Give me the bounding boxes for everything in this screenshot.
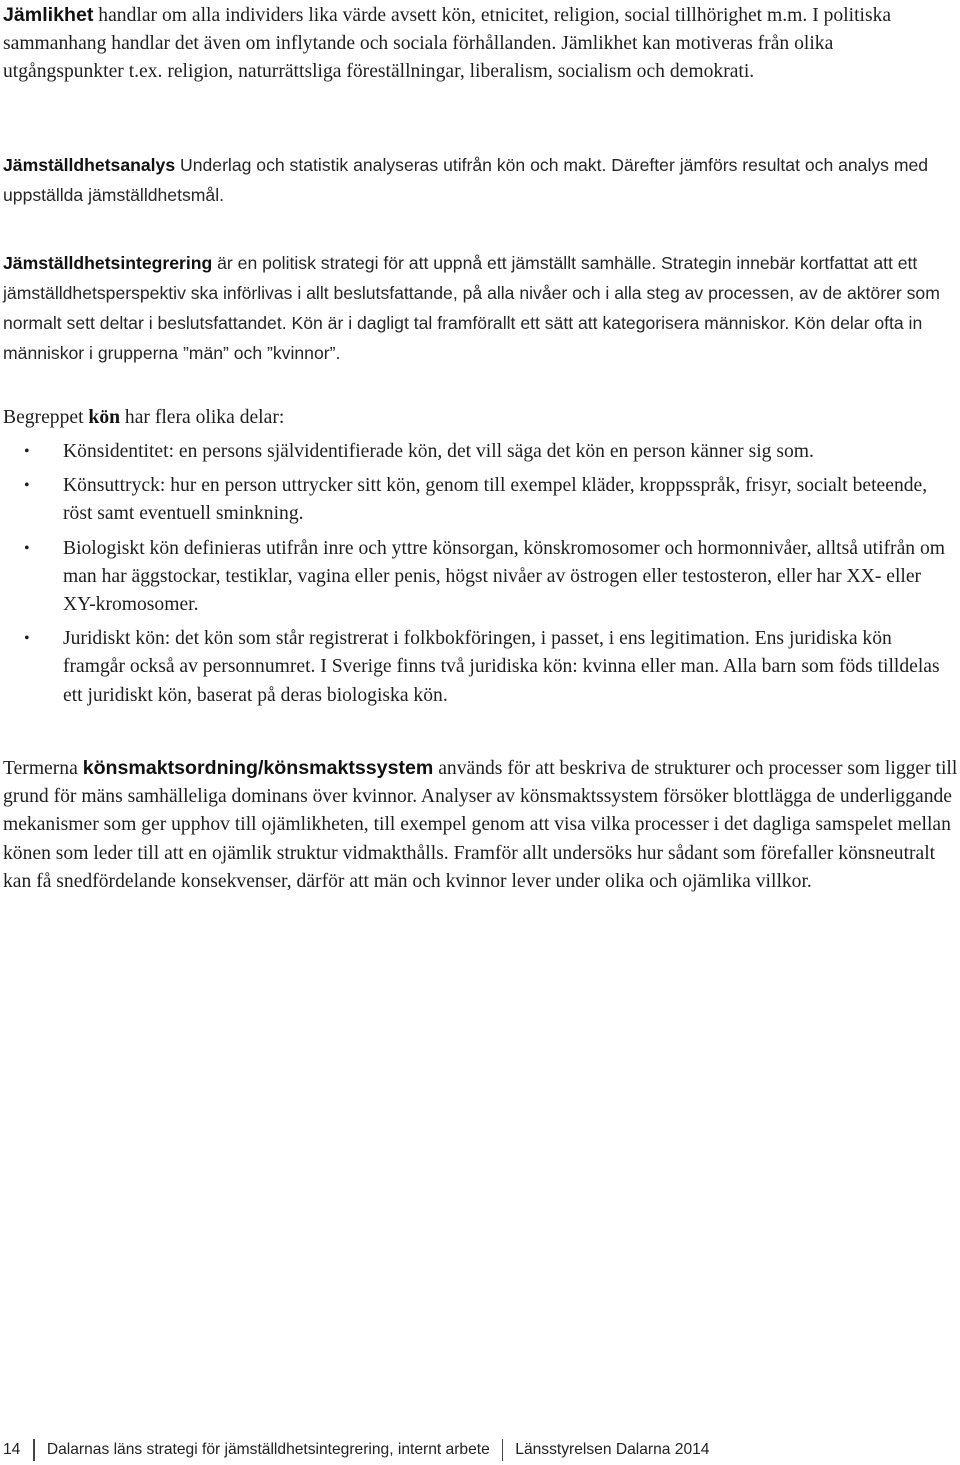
paragraph-termerna-text: används för att beskriva de strukturer och processer som ligger till grund för mäns samhälleliga dominans över kvinnor. Analyser av könsmaktssystem försöker blottlägga de underliggande mekanismer som ger upphov till ojämlikheten, till exempel genom att visa vilka processer i det dagliga samspelet mellan könen som leder till att en ojämlik struktur vidmakthålls. Framför allt undersöks hur sådant som förefaller könsneutralt kan få snedfördelande konsekvenser, därför att män och kvinnor lever under olika och ojämlika villkor. [3, 758, 958, 892]
paragraph-jamstalldhetsintegrering-text: är en politisk strategi för att uppnå ett jämställt samhälle. Strategin innebär kortfattat att ett jämställdhetsperspektiv ska införlivas i allt beslutsfattande, på alla nivåer och i alla steg av processen, av de aktörer som normalt sett deltar i beslutsfattandet. Kön är i dagligt tal framförallt ett sätt att kategorisera människor. Kön delar ofta in människor i grupperna ”män” och ”kvinnor”. [3, 253, 940, 363]
termerna-prefix: Termerna [3, 758, 83, 779]
paragraph-begreppet [3, 404, 958, 432]
paragraph-termerna [3, 754, 958, 896]
bullet-marker: • [24, 630, 30, 648]
begreppet-suffix: har flera olika delar: [120, 407, 285, 428]
list-item [0, 625, 958, 710]
paragraph-jamstalldhetsanalys-text: Underlag och statistik analyseras utifrån kön och makt. Därefter jämförs resultat och analys med uppställda jämställdhetsmål. [3, 155, 929, 205]
list-item [0, 438, 958, 466]
bullet-marker: • [24, 443, 30, 460]
bullet-marker: • [24, 477, 30, 495]
paragraph-jamstalldhetsintegrering [3, 248, 958, 368]
term-jamlikhet: Jämlikhet [3, 4, 94, 26]
list-item-text: Könsidentitet: en persons självidentifierade kön, det vill säga det kön en person känner sig som. [63, 441, 814, 462]
paragraph-jamlikhet-text: handlar om alla individers lika värde avsett kön, etnicitet, religion, social tillhörighet m.m. I politiska sammanhang handlar det även om inflytande och sociala förhållanden. Jämlikhet kan motiveras från olika utgångspunkter t.ex. religion, naturrättsliga föreställningar, liberalism, socialism och demokrati. [3, 5, 892, 83]
term-kon: kön [88, 407, 121, 428]
list-item-text: Juridiskt kön: det kön som står registrerat i folkbokföringen, i passet, i ens legitimation. Ens juridiska kön framgår också av personnumret. I Sverige finns två juridiska kön: kvinna eller man. Alla barn som föds tilldelas ett juridiskt kön, baserat på deras biologiska kön. [63, 628, 940, 706]
paragraph-jamlikhet [3, 1, 958, 87]
term-konsmaktsordning: könsmaktsordning/könsmaktssystem [82, 757, 434, 779]
list-item [0, 535, 958, 620]
term-jamstalldhetsintegrering: Jämställdhetsintegrering [3, 253, 213, 273]
list-item-text: Könsuttryck: hur en person uttrycker sitt kön, genom till exempel kläder, kroppsspråk, frisyr, socialt beteende, röst samt eventuell sminkning. [63, 475, 928, 525]
page-footer [0, 1438, 960, 1462]
page-number: 14 [3, 1441, 21, 1458]
list-item [0, 472, 958, 528]
paragraph-jamstalldhetsanalys [3, 150, 958, 210]
bullet-marker: • [24, 539, 30, 557]
footer-organization: Länsstyrelsen Dalarna 2014 [515, 1441, 710, 1458]
list-item-text: Biologiskt kön definieras utifrån inre och yttre könsorgan, könskromosomer och hormonnivåer, alltså utifrån om man har äggstockar, testiklar, vagina eller penis, högst nivåer av östrogen eller testosteron, eller har XX- eller XY-kromosomer. [63, 537, 946, 616]
term-jamstalldhetsanalys: Jämställdhetsanalys [3, 155, 176, 175]
begreppet-prefix: Begreppet [3, 407, 89, 428]
footer-document-title: Dalarnas läns strategi för jämställdhetsintegrering, internt arbete [46, 1441, 490, 1458]
bullet-list-kon [0, 438, 958, 716]
